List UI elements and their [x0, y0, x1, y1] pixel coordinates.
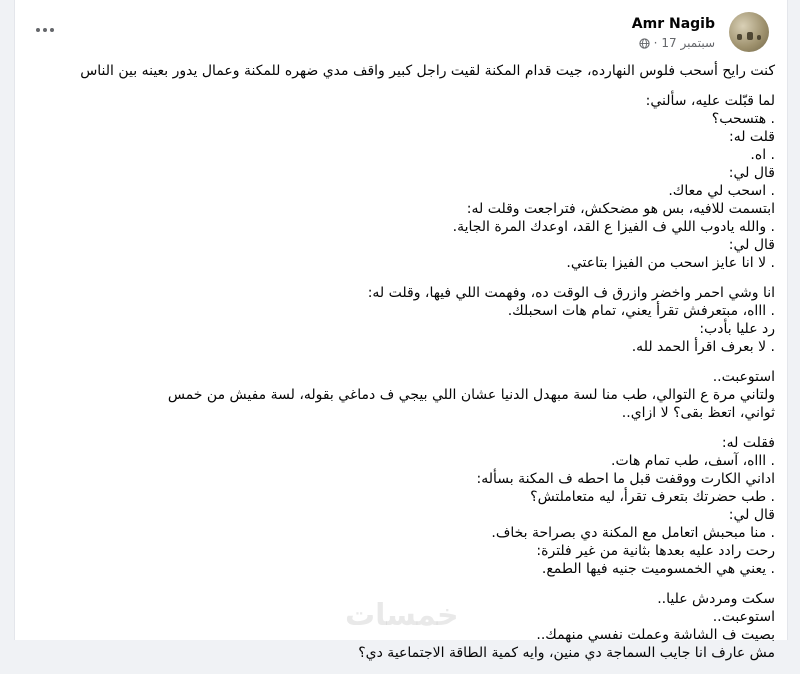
post-text-line: بصيت ف الشاشة وعملت نفسي منهمك..: [536, 627, 775, 643]
post-text-line: . لا بعرف اقرأ الحمد لله.: [631, 339, 775, 355]
author-name[interactable]: Amr Nagib: [631, 16, 715, 32]
post-date[interactable]: 17 سبتمبر: [661, 36, 715, 50]
post-text-line: . يعني هي الخمسوميت جنيه فيها الطمع.: [541, 561, 775, 577]
post-paragraph: [29, 92, 775, 272]
post-paragraph: [29, 284, 775, 356]
more-options-icon[interactable]: [27, 18, 63, 42]
post-meta: [639, 36, 715, 50]
post-text-line: ابتسمت للافيه، بس هو مضحكش، فتراجعت وقلت له:: [466, 201, 775, 217]
post-text-line: قال لي:: [728, 165, 775, 181]
watermark: خمسات: [345, 598, 459, 633]
post-header: [15, 0, 787, 60]
post-text-line: قال لي:: [728, 237, 775, 253]
post-text-line: . هتسحب؟: [711, 111, 775, 127]
post-text-line: ثواني، اتعظ بقى؟ لا ازاي..: [621, 405, 775, 421]
post-text-line: فقلت له:: [721, 435, 775, 451]
post-text-line: . طب حضرتك بتعرف تقرأ، ليه متعاملتش؟: [530, 489, 775, 505]
post-text-line: اداني الكارت ووقفت قبل ما احطه ف المكنة بسأله:: [476, 471, 775, 487]
post-paragraph: [29, 368, 775, 422]
post-text-line: مش عارف انا جايب السماجة دي منين، وايه كمية الطاقة الاجتماعية دي؟: [358, 645, 775, 661]
avatar[interactable]: [729, 12, 769, 52]
post-text-line: . منا مبحبش اتعامل مع المكنة دي بصراحة بخاف.: [491, 525, 775, 541]
meta-separator: ·: [653, 36, 658, 50]
post-text-line: ولتاني مرة ع التوالي، طب منا لسة مبهدل الدنيا عشان اللي بيجي ف دماغي بقوله، لسة مفيش من خمس: [167, 387, 775, 403]
post-paragraph: [29, 590, 775, 662]
post-text-line: قال لي:: [728, 507, 775, 523]
post-card: [14, 0, 788, 661]
post-text-line: رحت رادد عليه بعدها بثانية من غير فلترة:: [536, 543, 775, 559]
post-text-line: لما قبّلت عليه، سألني:: [645, 93, 775, 109]
post-text-line: . والله يادوب اللي ف الفيزا ع القد، اوعدك المرة الجاية.: [452, 219, 775, 235]
post-text-line: استوعبت..: [712, 609, 775, 625]
post-text-line: . اه.: [750, 147, 775, 163]
globe-icon: [639, 38, 650, 49]
post-paragraph: [29, 62, 775, 80]
post-body: [29, 62, 775, 674]
post-text-line: . اااه، آسف، طب تمام هات.: [611, 453, 775, 469]
post-paragraph: [29, 434, 775, 578]
post-text-line: انا وشي احمر واخضر وازرق ف الوقت ده، وفهمت اللي فيها، وقلت له:: [367, 285, 775, 301]
post-text-line: سكت ومردش عليا..: [657, 591, 775, 607]
post-text-line: رد عليا بأدب:: [699, 321, 775, 337]
post-text-line: . اسحب لي معاك.: [668, 183, 775, 199]
post-text-line: . لا انا عايز اسحب من الفيزا بتاعتي.: [566, 255, 775, 271]
post-text-line: قلت له:: [728, 129, 775, 145]
post-text-line: . اااه، مبتعرفش تقرأ يعني، تمام هات اسحبلك.: [507, 303, 775, 319]
post-text-line: استوعبت..: [712, 369, 775, 385]
post-text-line: كنت رايح أسحب فلوس النهارده، جيت قدام المكنة لقيت راجل كبير واقف مدي ضهره للمكنة وعمال يدور بعينه بين الناس: [80, 63, 775, 79]
